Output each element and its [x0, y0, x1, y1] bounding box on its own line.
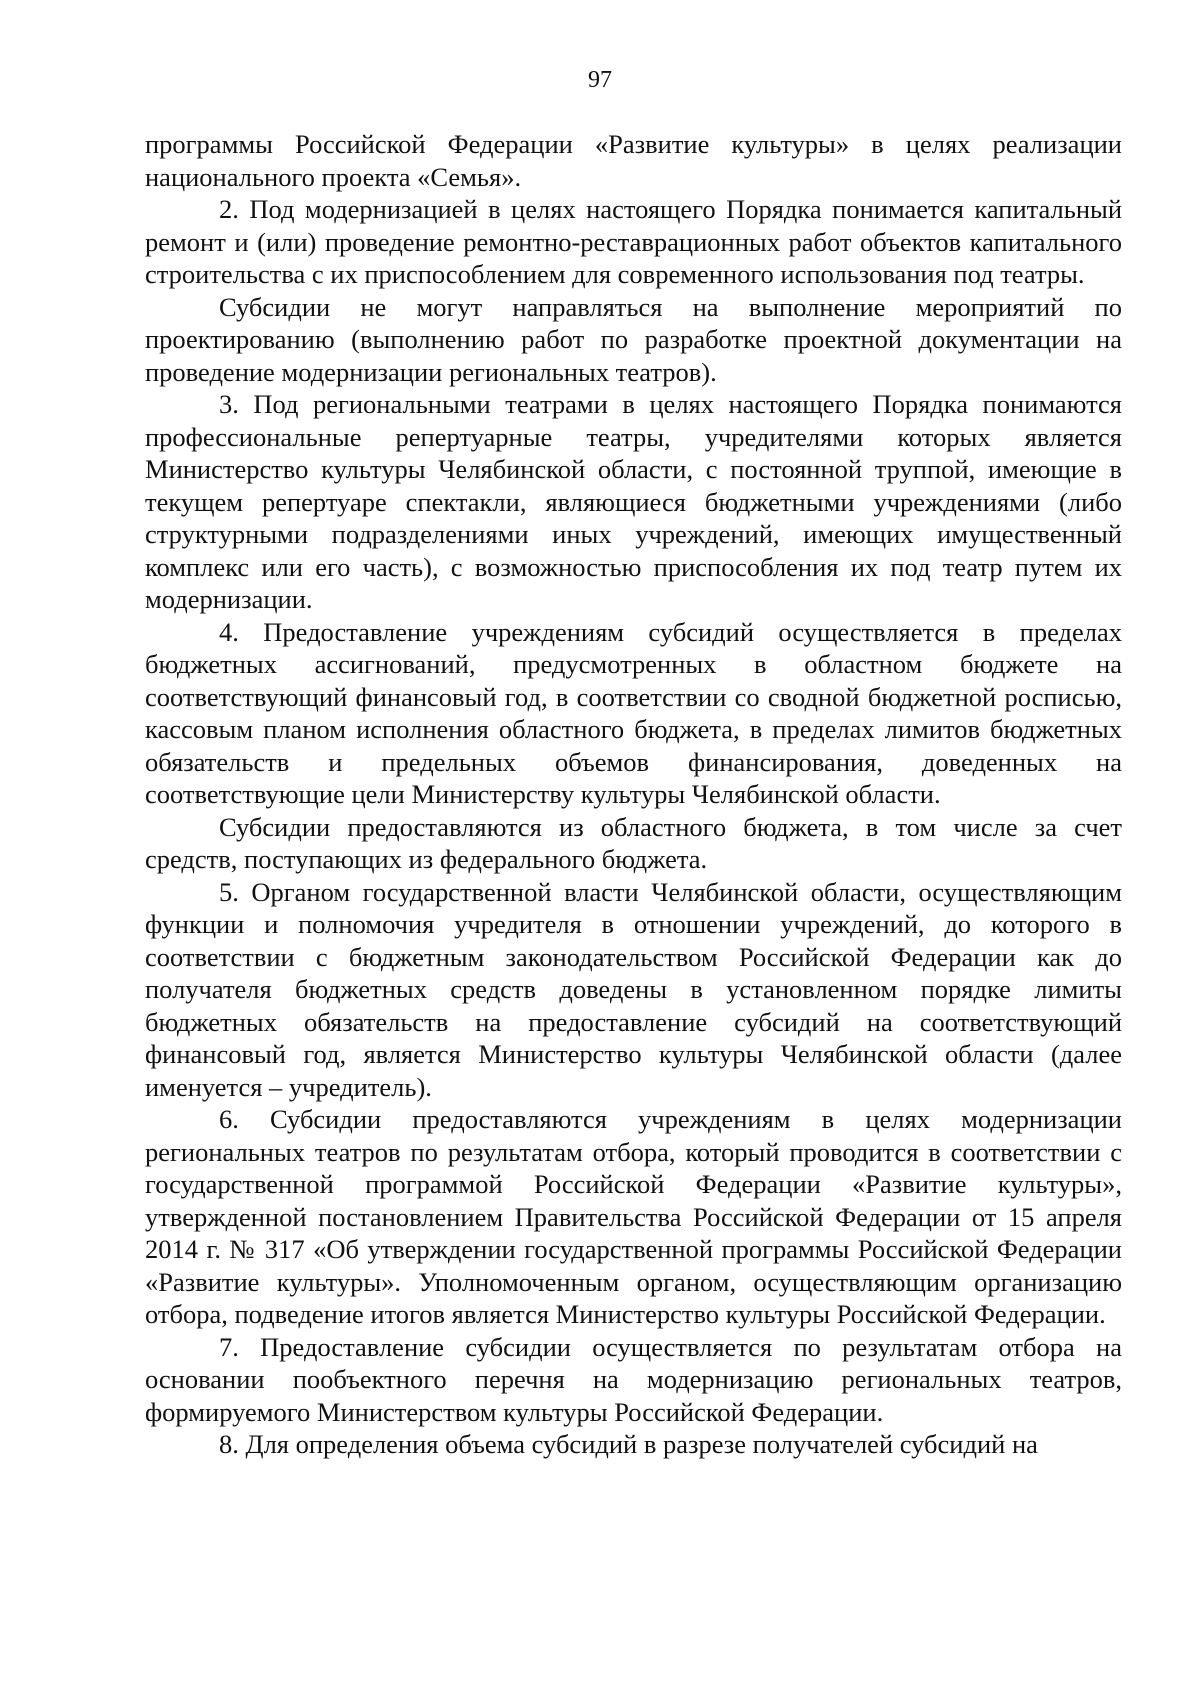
- paragraph-8-subsidy-volume: 8. Для определения объема субсидий в разрезе получателей субсидий на: [219, 1429, 1038, 1459]
- document-body: [145, 128, 1122, 1461]
- paragraph-2-modernization: 2. Под модернизацией в целях настоящего Порядка понимается капитальный ремонт и (или) проведение ремонтно-реставрационных работ объектов капитального строительства с их приспособлением для современного использования под театры.: [145, 194, 1122, 289]
- paragraph-6-selection: 6. Субсидии предоставляются учреждениям в целях модернизации региональных театров по результатам отбора, который проводится в соответствии с государственной программой Российской Федерации «Развитие культуры», утвержденной постановлением Правительства Российской Федерации от 15 апреля 2014 г. № 317 «Об утверждении государственной программы Российской Федерации «Развитие культуры». Уполномоченным органом, осуществляющим организацию отбора, подведение итогов является Министерство культуры Российской Федерации.: [145, 1104, 1122, 1329]
- page-number: 97: [588, 67, 612, 93]
- paragraph-subsidy-restrictions: Субсидии не могут направляться на выполнение мероприятий по проектированию (выполнению работ по разработке проектной документации на проведение модернизации региональных театров).: [145, 291, 1122, 387]
- paragraph-5-founder: 5. Органом государственной власти Челябинской области, осуществляющим функции и полномочия учредителя в отношении учреждений, до которого в соответствии с бюджетным законодательством Российской Федерации как до получателя бюджетных средств доведены в установленном порядке лимиты бюджетных обязательств на предоставление субсидий на соответствующий финансовый год, является Министерство культуры Челябинской области (далее именуется – учредитель).: [145, 876, 1122, 1102]
- paragraph-subsidy-sources: Субсидии предоставляются из областного бюджета, в том числе за счет средств, поступающих из федерального бюджета.: [145, 811, 1122, 874]
- paragraph-3-regional-theatres: 3. Под региональными театрами в целях настоящего Порядка понимаются профессиональные репертуарные театры, учредителями которых является Министерство культуры Челябинской области, с постоянной труппой, имеющие в текущем репертуаре спектакли, являющиеся бюджетными учреждениями (либо структурными подразделениями иных учреждений, имеющих имущественный комплекс или его часть), с возможностью приспособления их под театр путем их модернизации.: [145, 389, 1122, 614]
- paragraph-7-object-list: 7. Предоставление субсидии осуществляется по результатам отбора на основании пообъектного перечня на модернизацию региональных театров, формируемого Министерством культуры Российской Федерации.: [145, 1331, 1122, 1427]
- paragraph-continuation: программы Российской Федерации «Развитие культуры» в целях реализации национального проекта «Семья».: [145, 129, 1122, 192]
- paragraph-4-budget-provision: 4. Предоставление учреждениям субсидий осуществляется в пределах бюджетных ассигнований, предусмотренных в областном бюджете на соответствующий финансовый год, в соответствии со сводной бюджетной росписью, кассовым планом исполнения областного бюджета, в пределах лимитов бюджетных обязательств и предельных объемов финансирования, доведенных на соответствующие цели Министерству культуры Челябинской области.: [145, 616, 1122, 809]
